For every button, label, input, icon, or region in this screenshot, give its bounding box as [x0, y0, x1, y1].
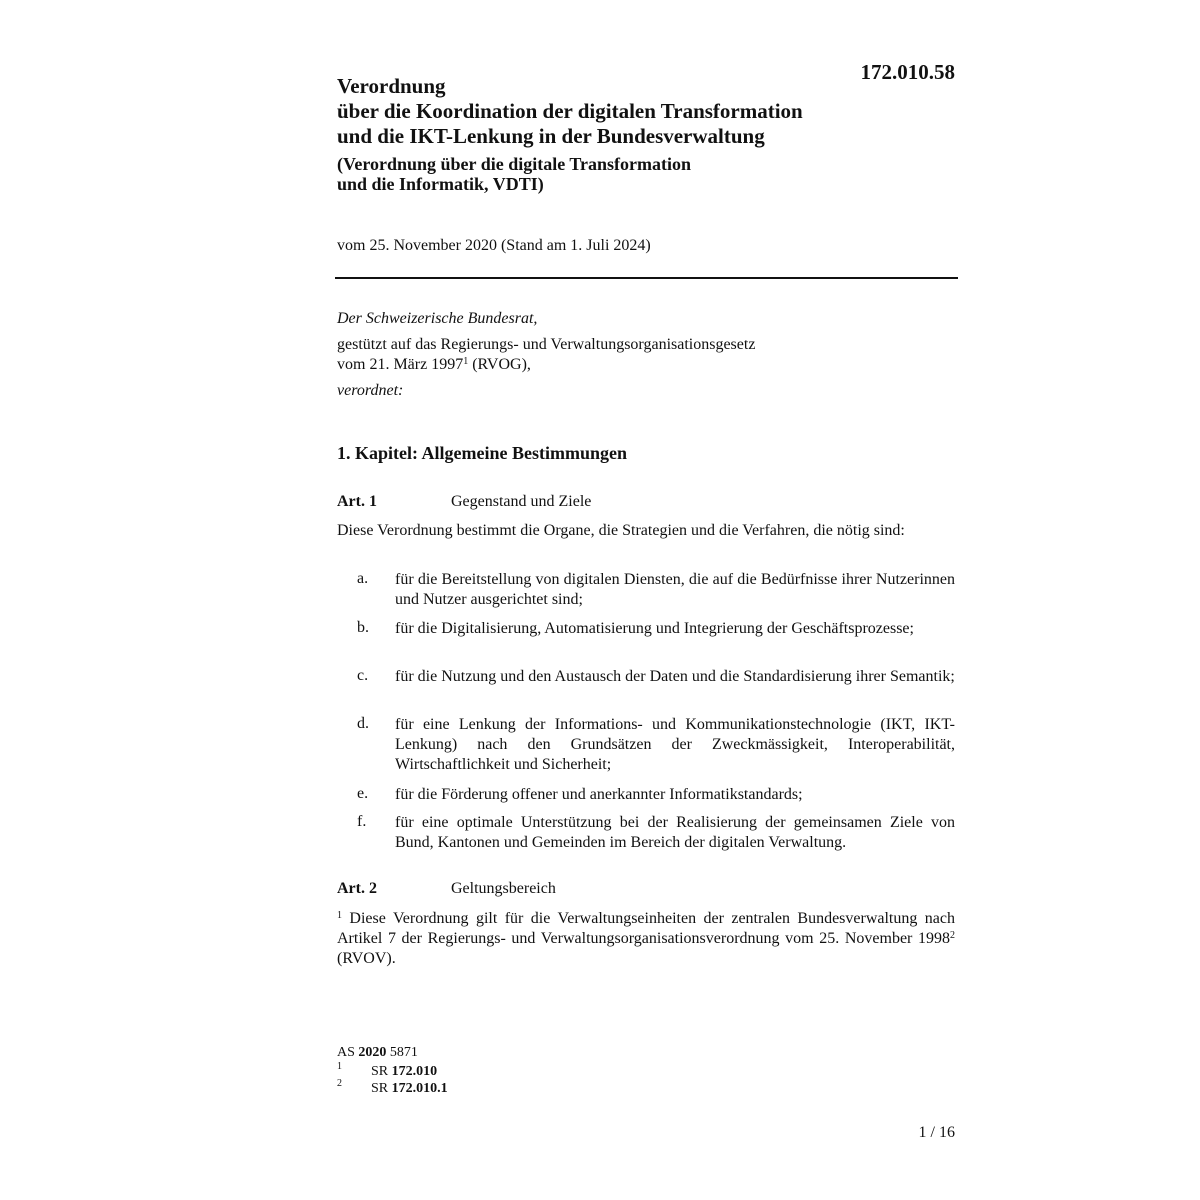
list-item-text: für die Digitalisierung, Automatisierung und Integrierung der Geschäftsprozesse; — [395, 620, 914, 637]
list-item-text: für die Förderung offener und anerkannter Informatikstandards; — [395, 786, 803, 803]
as-year: 2020 — [358, 1045, 387, 1060]
document-short-title — [337, 154, 897, 194]
article-title: Gegenstand und Ziele — [451, 493, 592, 510]
footnote-text[interactable] — [371, 1063, 437, 1080]
basis-text: (RVOG), — [468, 356, 531, 373]
list-item-letter: a. — [357, 570, 369, 587]
page-number: 1 / 16 — [918, 1124, 955, 1141]
article-title: Geltungsbereich — [451, 880, 556, 897]
title-line: Verordnung — [337, 74, 446, 98]
list-item-text: für die Bereitstellung von digitalen Diensten, die auf die Bedürfnisse ihrer Nutzerinnen und Nutzer ausgerichtet sind; — [395, 571, 955, 608]
list-item-letter: e. — [357, 785, 369, 802]
preamble-authority: Der Schweizerische Bundesrat, — [337, 310, 538, 327]
footnote-number — [337, 1079, 342, 1096]
sr-number: 172.010.58 — [860, 60, 955, 84]
title-line: über die Koordination der digitalen Transformation — [337, 99, 803, 123]
header-divider — [335, 277, 958, 279]
paragraph-number: 1 — [337, 910, 342, 921]
list-item-letter: b. — [357, 619, 369, 636]
list-item-letter: d. — [357, 715, 369, 732]
list-item-text: für eine Lenkung der Informations- und Kommunikationstechnologie (IKT, IKT-Lenkung) nach den Grundsätzen der Zweckmässigkeit, Interoperabilität, Wirtschaftlichkeit und Sicherheit; — [395, 716, 955, 773]
preamble-decree: verordnet: — [337, 382, 404, 399]
sr-prefix: SR — [371, 1064, 392, 1079]
sr-prefix: SR — [371, 1081, 392, 1096]
footnote-number — [337, 1062, 342, 1079]
list-item-text: für die Nutzung und den Austausch der Daten und die Standardisierung ihrer Semantik; — [395, 668, 955, 685]
article-number: Art. 2 — [337, 880, 377, 897]
official-compilation-ref — [337, 1044, 418, 1061]
document-title — [337, 74, 897, 149]
footnote-marker[interactable]: 1 — [463, 356, 469, 367]
preamble-basis-line — [337, 355, 531, 375]
article-intro: Diese Verordnung bestimmt die Organe, die Strategien und die Verfahren, die nötig sind: — [337, 522, 905, 539]
list-item-letter: f. — [357, 813, 367, 830]
list-item-text: für eine optimale Unterstützung bei der Realisierung der gemeinsamen Ziele von Bund, Kantonen und Gemeinden im Bereich der digitalen Verwaltung. — [395, 814, 955, 851]
paragraph-text: (RVOV). — [337, 950, 396, 967]
sr-reference: 172.010.1 — [391, 1081, 448, 1096]
as-page: 5871 — [386, 1045, 418, 1060]
preamble-basis-line: gestützt auf das Regierungs- und Verwaltungsorganisationsgesetz — [337, 336, 756, 353]
footnote-marker[interactable]: 2 — [950, 930, 955, 941]
footnote-index: 2 — [337, 1078, 342, 1089]
article-number: Art. 1 — [337, 493, 377, 510]
footnote-index: 1 — [337, 1061, 342, 1072]
subtitle-line: (Verordnung über die digitale Transformation — [337, 154, 692, 174]
as-prefix: AS — [337, 1045, 359, 1060]
list-item-letter: c. — [357, 667, 369, 684]
footnote-text[interactable] — [371, 1080, 448, 1097]
sr-reference: 172.010 — [391, 1064, 438, 1079]
paragraph-text: Diese Verordnung gilt für die Verwaltungseinheiten der zentralen Bundesverwaltung nach Artikel 7 der Regierungs- und Verwaltungsorganisationsverordnung vom 25. November 1998 — [337, 910, 955, 947]
basis-text: vom 21. März 1997 — [337, 356, 464, 373]
article-paragraph — [337, 909, 955, 969]
title-line: und die IKT-Lenkung in der Bundesverwaltung — [337, 124, 765, 148]
subtitle-line: und die Informatik, VDTI) — [337, 174, 544, 194]
chapter-heading: 1. Kapitel: Allgemeine Bestimmungen — [337, 443, 627, 463]
document-date: vom 25. November 2020 (Stand am 1. Juli 2024) — [337, 237, 651, 254]
